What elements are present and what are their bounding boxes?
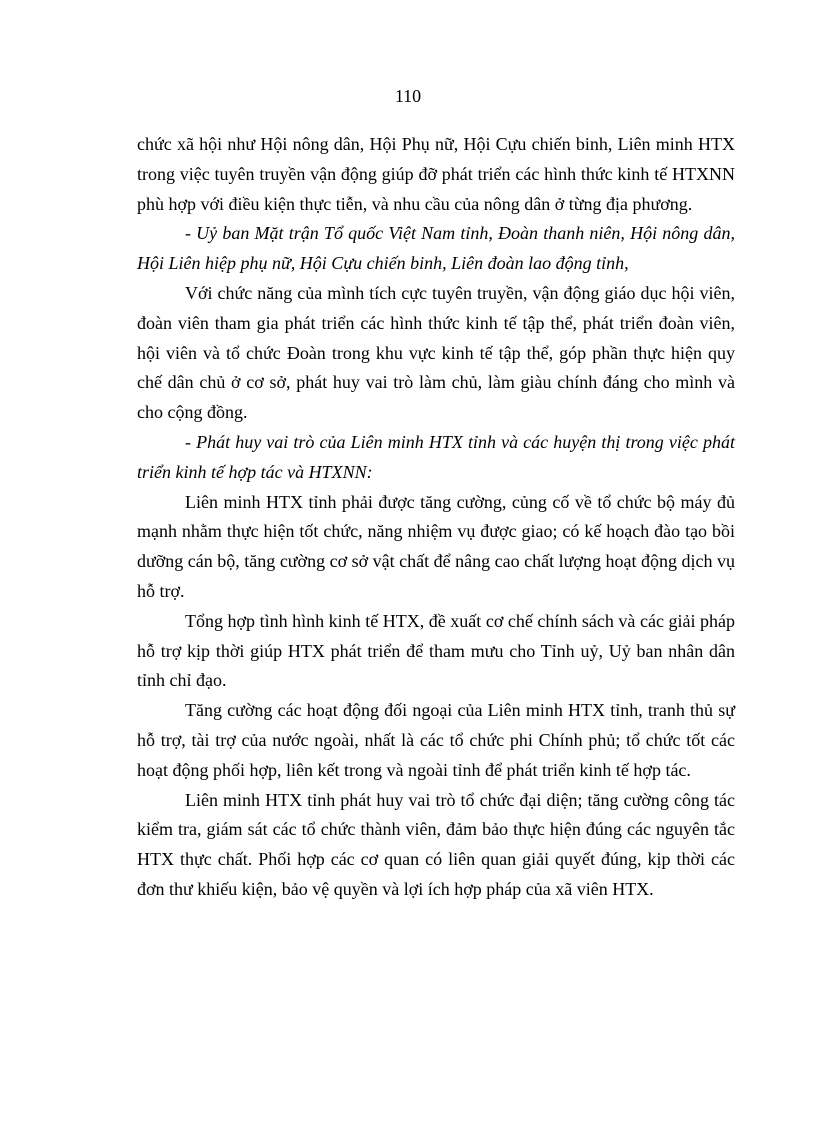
page-number: 110	[394, 86, 422, 106]
paragraph-foreign-relations: Tăng cường các hoạt động đối ngoại của Liên minh HTX tỉnh, tranh thủ sự hỗ trợ, tài trợ của nước ngoài, nhất là các tổ chức phi Chính phủ; tổ chức tốt các hoạt động phối hợp, liên kết trong và ngoài tỉnh để phát triển kinh tế hợp tác.	[137, 700, 735, 780]
paragraph-front-role: Với chức năng của mình tích cực tuyên truyền, vận động giáo dục hội viên, đoàn viên tham gia phát triển các hình thức kinh tế tập thể, phát triển đoàn viên, hội viên và tổ chức Đoàn trong khu vực kinh tế tập thể, góp phần thực hiện quy chế dân chủ ở cơ sở, phát huy vai trò làm chủ, làm giàu chính đáng cho mình và cho cộng đồng.	[137, 282, 735, 423]
body-text	[137, 130, 735, 905]
paragraph-summary-proposal: Tổng hợp tình hình kinh tế HTX, đề xuất cơ chế chính sách và các giải pháp hỗ trợ kịp thời giúp HTX phát triển để tham mưu cho Tỉnh uỷ, Uỷ ban nhân dân tỉnh chỉ đạo.	[137, 610, 735, 691]
paragraph-italic-heading-alliance: - Phát huy vai trò của Liên minh HTX tỉnh và các huyện thị trong việc phát triển kinh tế hợp tác và HTXNN:	[137, 431, 735, 482]
paragraph-representative-role: Liên minh HTX tỉnh phát huy vai trò tổ chức đại diện; tăng cường công tác kiểm tra, giám sát các tổ chức thành viên, đảm bảo thực hiện đúng các nguyên tắc HTX thực chất. Phối hợp các cơ quan có liên quan giải quyết đúng, kịp thời các đơn thư khiếu kiện, bảo vệ quyền và lợi ích hợp pháp của xã viên HTX.	[137, 789, 735, 899]
paragraph-alliance-strengthen: Liên minh HTX tỉnh phải được tăng cường, củng cố về tổ chức bộ máy đủ mạnh nhằm thực hiện tốt chức, năng nhiệm vụ được giao; có kế hoạch đào tạo bồi dưỡng cán bộ, tăng cường cơ sở vật chất để nâng cao chất lượng hoạt động dịch vụ hỗ trợ.	[137, 491, 735, 601]
paragraph-continuation: chức xã hội như Hội nông dân, Hội Phụ nữ, Hội Cựu chiến binh, Liên minh HTX trong việc tuyên truyền vận động giúp đỡ phát triển các hình thức kinh tế HTXNN phù hợp với điều kiện thực tiễn, và nhu cầu của nông dân ở từng địa phương.	[137, 134, 735, 214]
paragraph-italic-heading-front: - Uỷ ban Mặt trận Tổ quốc Việt Nam tỉnh, Đoàn thanh niên, Hội nông dân, Hội Liên hiệp phụ nữ, Hội Cựu chiến binh, Liên đoàn lao động tỉnh,	[137, 223, 735, 274]
